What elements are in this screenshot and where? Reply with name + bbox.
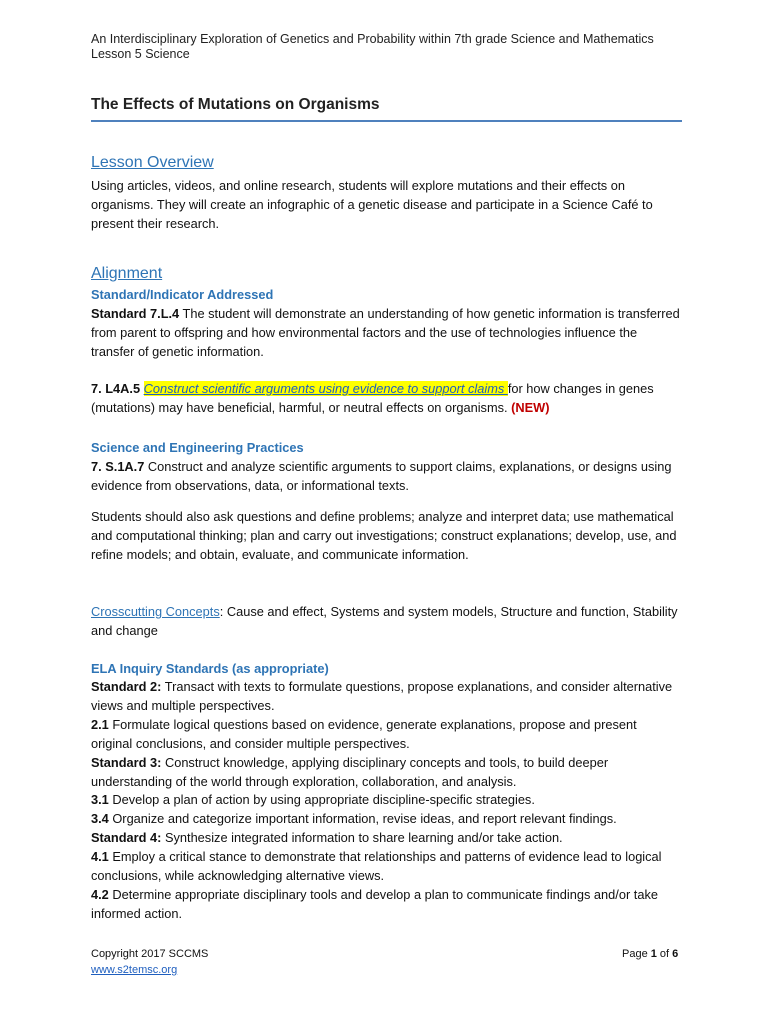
- crosscutting-paragraph: [91, 602, 681, 640]
- list-item: 2.1 Formulate logical questions based on evidence, generate explanations, propose and present original conclusions, and consider multiple perspectives.: [91, 716, 637, 751]
- indicator-paragraph: [91, 379, 681, 417]
- lesson-overview-heading: Lesson Overview: [91, 154, 214, 171]
- list-item: Standard 3: Construct knowledge, applying disciplinary concepts and tools, to build deeper understanding of the world through exploration, collaboration, and analysis.: [91, 754, 609, 789]
- sep-paragraph: [91, 457, 681, 495]
- crosscutting-concepts-link[interactable]: Crosscutting Concepts: [91, 604, 220, 619]
- students-paragraph: Students should also ask questions and define problems; analyze and interpret data; use mathematical and computational thinking; plan and carry out investigations; construct explanations; develop, use, and refine models; and obtain, evaluate, and communicate information.: [91, 509, 677, 562]
- indicator-label: 7. L4A.5: [91, 381, 141, 396]
- sep-label: 7. S.1A.7: [91, 459, 145, 474]
- new-badge: (NEW): [511, 400, 550, 415]
- footer-website-container: [91, 964, 177, 976]
- ela-standards-list: [91, 678, 681, 924]
- indicator-text: for how changes in genes (mutations) may have beneficial, harmful, or neutral effects on organisms.: [91, 381, 654, 415]
- list-item: 3.1 Develop a plan of action by using appropriate discipline-specific strategies.: [91, 792, 535, 808]
- standard-paragraph: [91, 304, 681, 361]
- lesson-overview-text: Using articles, videos, and online research, students will explore mutations and their effects on organisms. They will create an infographic of a genetic disease and participate in a Science Café to present their research.: [91, 178, 653, 231]
- sep-text: Construct and analyze scientific arguments to support claims, explanations, or designs using evidence from observations, data, or informational texts.: [91, 459, 672, 493]
- sep-heading: Science and Engineering Practices: [91, 440, 304, 455]
- standard-text: The student will demonstrate an understanding of how genetic information is transferred from parent to offspring and how environmental factors and the use of technologies influence the transfer of genetic information.: [91, 306, 680, 359]
- page-title: The Effects of Mutations on Organisms: [91, 96, 380, 113]
- alignment-heading: Alignment: [91, 265, 163, 282]
- indicator-highlight-link[interactable]: Construct scientific arguments using evidence to support claims: [143, 381, 508, 396]
- list-item: 4.2 Determine appropriate disciplinary tools and develop a plan to communicate findings and/or take informed action.: [91, 886, 658, 921]
- list-item: 4.1 Employ a critical stance to demonstrate that relationships and patterns of evidence lead to logical conclusions, while acknowledging alternative views.: [91, 849, 662, 884]
- list-item: Standard 2: Transact with texts to formulate questions, propose explanations, and consider alternative views and multiple perspectives.: [91, 679, 673, 713]
- running-header-line1: An Interdisciplinary Exploration of Genetics and Probability within 7th grade Science and Mathematics: [91, 32, 654, 46]
- standard-indicator-heading: Standard/Indicator Addressed: [91, 287, 274, 302]
- standard-label: Standard 7.L.4: [91, 306, 180, 321]
- title-underline-divider: [91, 120, 682, 122]
- ela-heading: ELA Inquiry Standards (as appropriate): [91, 661, 329, 676]
- footer-copyright: Copyright 2017 SCCMS: [91, 948, 209, 960]
- page-number: Page 1 of 6: [622, 948, 679, 960]
- crosscutting-text: : Cause and effect, Systems and system models, Structure and function, Stability and change: [91, 604, 678, 638]
- footer-website-link[interactable]: www.s2temsc.org: [91, 964, 178, 976]
- running-header-line2: Lesson 5 Science: [91, 47, 190, 61]
- list-item: 3.4 Organize and categorize important information, revise ideas, and report relevant findings.: [91, 811, 617, 827]
- list-item: Standard 4: Synthesize integrated information to share learning and/or take action.: [91, 830, 563, 846]
